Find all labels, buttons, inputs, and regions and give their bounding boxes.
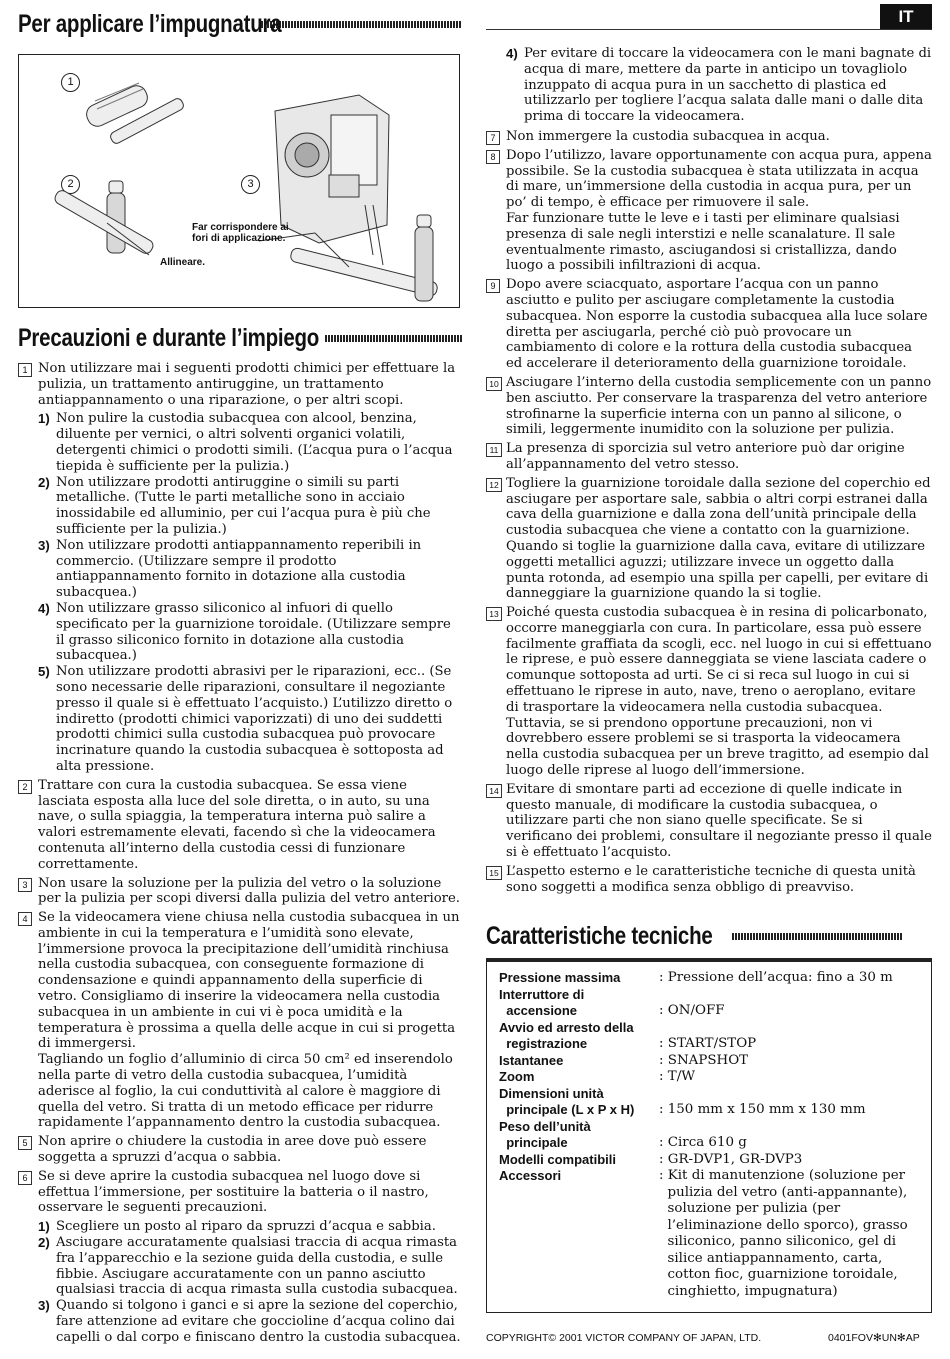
precaution-14: 14 Evitare di smontare parti ad eccezione di quelle indicate in questo manuale, di modificare la custodia subacquea, o utilizzare parti che non siano quelle specificate. Se si verificano dei problemi, consultare il negoziante presso il quale si è effettuato l’acquisto. (486, 782, 932, 861)
grip-section-title: Per applicare l’impugnatura (18, 10, 462, 39)
step-2-marker: 2 (61, 175, 80, 194)
spec-row (499, 1119, 919, 1152)
spec-value: : 150 mm x 150 mm x 130 mm (659, 1102, 866, 1117)
spec-label: Modelli compatibili (499, 1151, 617, 1167)
align-label: Allineare. (160, 257, 206, 268)
precaution-3: 3 Non usare la soluzione per la pulizia del vetro o la soluzione per la pulizia per scopi diversi dalla pulizia del vetro anteriore. (18, 876, 462, 908)
spec-label: Avvio ed arresto della registrazione (499, 1019, 634, 1051)
spec-row (499, 1020, 919, 1053)
spec-label: Pressione massima (499, 970, 621, 985)
step-3-marker: 3 (241, 175, 260, 194)
precaution-6-sub-3: 3) Quando si tolgono i ganci e si apre la sezione del coperchio, fare attenzione ad evitare che goccioline d’acqua colino dai capelli o dal corpo e finiscano dentro la custodia subacquea. (38, 1298, 461, 1345)
grip-illustration (18, 54, 460, 308)
header-rule (486, 29, 932, 30)
precaution-10: 10 Asciugare l’interno della custodia semplicemente con un panno ben asciutto. Per conservare la trasparenza del vetro anteriore strofinarne la superficie interna con un panno al silicone, o simili, leggermente inumidito con la soluzione per pulizia. (486, 375, 932, 438)
spec-value: : ON/OFF (659, 1003, 725, 1018)
spec-label: Interruttore di accensione (499, 986, 585, 1018)
spec-value: : Pressione dell’acqua: fino a 30 m (659, 970, 893, 985)
precaution-1-sub-3: 3) Non utilizzare prodotti antiappannamento reperibili in commercio. (Utilizzare sempre il prodotto antiappannamento fornito in dotazione alla custodia subacquea.) (38, 537, 422, 601)
precaution-1-sub-1: 1) Non pulire la custodia subacquea con alcool, benzina, diluente per vernici, o altri solventi organici volatili, detergenti chimici o prodotti simili. (L’acqua pura o l’acqua tiepida è sufficiente per la pulizia.) (38, 411, 453, 474)
specs-table (486, 958, 932, 1313)
spec-label: Dimensioni unità principale (L x P x H) (499, 1085, 635, 1117)
precaution-7: 7 Non immergere la custodia subacquea in acqua. (486, 129, 932, 145)
spec-row (499, 970, 919, 987)
precaution-15: 15 L’aspetto esterno e le caratteristiche tecniche di questa unità sono soggetti a modifica senza obbligo di preavviso. (486, 864, 932, 896)
precautions-list-left (18, 361, 462, 1346)
spec-value: : Circa 610 g (659, 1135, 747, 1150)
spec-row (499, 1053, 919, 1070)
grip-drawing (19, 55, 459, 307)
spec-row (499, 987, 919, 1020)
spec-row (499, 1086, 919, 1119)
precaution-1-sub-2: 2) Non utilizzare prodotti antiruggine o simili su parti metalliche. (Tutte le parti metalliche sono in acciaio inossidabile ed alluminio, per cui l’acqua pura è più che sufficiente per la pulizia.) (38, 474, 431, 537)
precautions-section-title: Precauzioni e durante l’impiego (18, 324, 462, 353)
precaution-6: 6 Se si deve aprire la custodia subacquea nel luogo dove si effettua l’immersione, per sostituire la batteria o il nastro, osservare le seguenti precauzioni. (18, 1169, 462, 1216)
precaution-1-sub-5: 5) Non utilizzare prodotti abrasivi per le riparazioni, ecc.. (Se sono necessarie delle riparazioni, consultare il negoziante presso il quale si è effettuato l’acquisto.) L’utilizzo diretto o indiretto (prodotti chimici vaporizzati) di uno dei suddetti prodotti chimici sulla custodia subacquea può provocare incrinature quando la custodia subacquea è sottoposta ad alta pressione. (38, 664, 453, 774)
spec-row (499, 1168, 919, 1300)
precaution-1: 1 Non utilizzare mai i seguenti prodotti chimici per effettuare la pulizia, un trattamento antiruggine, un trattamento antiappannamento o una riparazione, o per altri scopi. (18, 361, 462, 408)
precaution-1-sub-4: 4) Non utilizzare grasso siliconico al infuori di quello specificato per la guarnizione toroidale. (Utilizzare sempre il grasso siliconico fornito in dotazione alla custodia subacquea.) (38, 600, 451, 664)
spec-row (499, 1152, 919, 1169)
precaution-6-sub-2: 2) Asciugare accuratamente qualsiasi traccia di acqua rimasta fra l’apparecchio e la sezione guida della custodia, e sulle fibbie. Asciugare accuratamente con un panno asciutto qualsiasi traccia di acqua rimasta sulla custodia subacquea. (38, 1235, 458, 1298)
spec-label: Istantanee (499, 1052, 564, 1068)
spec-label: Accessori (499, 1168, 562, 1183)
holes-label: Far corrispondere ai fori di applicazione. (192, 222, 289, 244)
precaution-6-sub-1: 1) Scegliere un posto al riparo da spruzzi d’acqua e sabbia. (38, 1219, 436, 1235)
language-badge: IT (880, 4, 932, 30)
precaution-4: 4 Se la videocamera viene chiusa nella custodia subacquea in un ambiente in cui la temperatura e l’umidità sono elevate, l’immersione provoca la precipitazione dell’umidità rinchiusa nella custodia subacquea, con conseguente formazione di condensazione e quindi appannamento della superficie di vetro. Consigliamo di inserire la videocamera nella custodia subacquea in un ambiente in cui vi è poca umidità e la temperatura è prossima a quella delle acque in cui si progetta di immergersi. Tagliando un foglio d’alluminio di circa 50 cm² ed inserendolo nella parte di vetro della custodia subacquea, l’umidità aderisce al foglio, la cui conduttività al calore è maggiore di quella del vetro. Si tratta di un metodo efficace per ridurre rapidamente l’appannamento dentro la custodia subacquea. (18, 910, 462, 1131)
spec-label: Peso dell’unità principale (499, 1118, 591, 1150)
precaution-11: 11 La presenza di sporcizia sul vetro anteriore può dar origine all’appannamento del vetro stesso. (486, 441, 932, 473)
spec-row (499, 1069, 919, 1086)
spec-label: Zoom (499, 1069, 535, 1084)
precaution-13: 13 Poiché questa custodia subacquea è in resina di policarbonato, occorre maneggiarla con cura. In particolare, essa può essere facilmente graffiata da scogli, ecc. nel luogo in cui si effettuano le riprese, e può essere danneggiata se viene lasciata cadere o comunque sottoposta ad urti. Se ci si reca sul luogo in cui si effettuano le riprese in auto, nave, treno o aeroplano, evitare di trasportare la videocamera nella custodia subacquea. Tuttavia, se si prendono opportune precauzioni, non vi dovrebbero essere problemi se si trasporta la videocamera nella custodia subacquea per un breve tragitto, ad esempio dal luogo delle riprese al luogo dell’immersione. (486, 605, 932, 779)
spec-value: : GR-DVP1, GR-DVP3 (659, 1151, 803, 1167)
precaution-5: 5 Non aprire o chiudere la custodia in aree dove può essere soggetta a spruzzi d’acqua o sabbia. (18, 1134, 462, 1166)
precaution-12: 12 Togliere la guarnizione toroidale dalla sezione del coperchio ed asciugare per asportare sale, sabbia o altri corpi estranei dalla cava della guarnizione e dalla zona dell’unità principale della custodia subacquea che viene a contatto con la guarnizione. Quando si toglie la guarnizione dalla cava, evitare di utilizzare oggetti metallici aguzzi; utilizzare invece un oggetto dalla punta rotonda, ad esempio una spilla per capelli, per evitare di danneggiare la guarnizione quando la si toglie. (486, 476, 932, 602)
step-1-marker: 1 (61, 73, 80, 92)
specs-section-title: Caratteristiche tecniche (486, 922, 932, 951)
spec-value: : Kit di manutenzione (soluzione per pulizia del vetro (anti-appannante), soluzione per pulizia (per l’eliminazione dello sporco), grasso siliconico, panno siliconico, gel di silice antiappannamento, carta, cotton fioc, guarnizione toroidale, cinghietto, impugnatura) (659, 1168, 908, 1299)
spec-value: : T/W (659, 1069, 695, 1084)
document-code: 0401FOV✻UN✻AP (828, 1332, 920, 1344)
spec-value: : SNAPSHOT (659, 1052, 749, 1068)
copyright-text: COPYRIGHT© 2001 VICTOR COMPANY OF JAPAN, LTD. (486, 1332, 762, 1344)
spec-value: : START/STOP (659, 1036, 757, 1051)
precaution-2: 2 Trattare con cura la custodia subacquea. Se essa viene lasciata esposta alla luce del sole diretta, o in auto, su una nave, o sulla spiaggia, la temperatura interna può salire a valori estremamente elevati, facendo sì che la videocamera contenuta all’interno della custodia cessi di funzionare correttamente. (18, 778, 462, 873)
precaution-6-sub-4: 4) Per evitare di toccare la videocamera con le mani bagnate di acqua di mare, mettere da parte in anticipo un tovagliolo inzuppato di acqua pura in un sacchetto di plastica ed utilizzarlo per togliere l’acqua salata dalle mani o dalle dita prima di toccare la videocamera. (506, 46, 932, 125)
precautions-list-right (486, 46, 932, 898)
precaution-8: 8 Dopo l’utilizzo, lavare opportunamente con acqua pura, appena possibile. Se la custodia subacquea è stata utilizzata in acqua di mare, un’immersione della custodia in acqua pura, per un po’ di tempo, è efficace per rimuovere il sale. Far funzionare tutte le leve e i tasti per eliminare qualsiasi presenza di sale negli interstizi e nelle scanalature. Il sale eventualmente rimasto, asciugandosi si cristallizza, dando luogo a possibili infiltrazioni di acqua. (486, 148, 932, 274)
precaution-9: 9 Dopo avere sciacquato, asportare l’acqua con un panno asciutto e pulito per asciugare completamente la custodia subacquea. Non esporre la custodia subacquea alla luce solare diretta per asciugarla, perché ciò può provocare un cambiamento di colore e la rottura della custodia subacquea ed accelerare il deterioramento della guarnizione toroidale. (486, 277, 932, 372)
